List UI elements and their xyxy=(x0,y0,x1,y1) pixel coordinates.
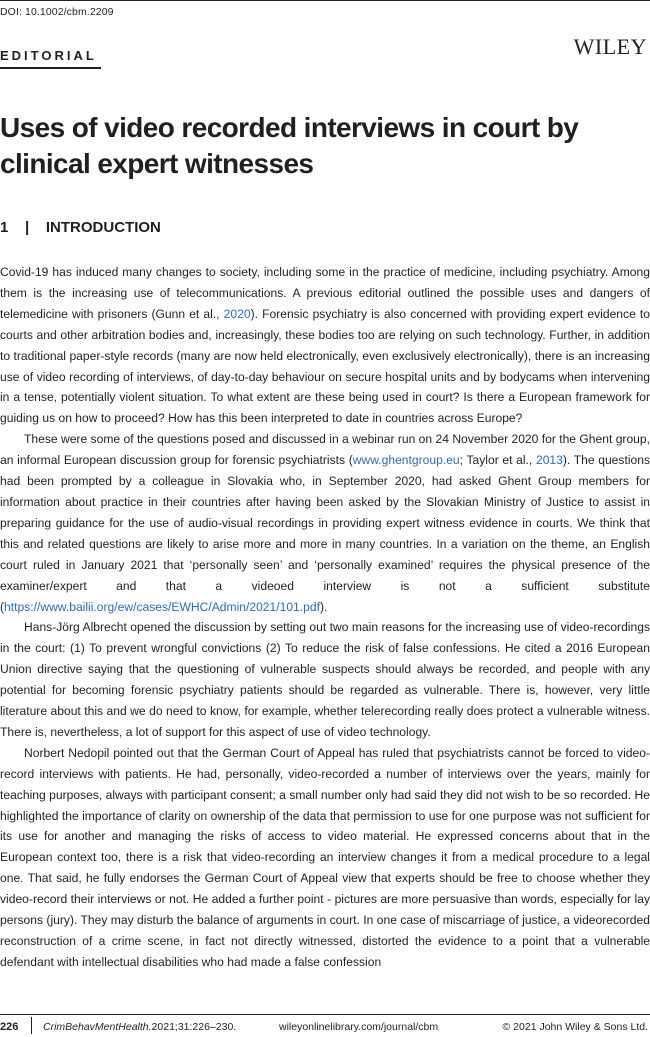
doi-label: DOI: 10.1002/cbm.2209 xyxy=(0,6,114,18)
reference-link[interactable]: www.ghentgroup.eu xyxy=(352,453,460,468)
body-paragraph xyxy=(0,743,650,973)
journal-citation xyxy=(43,1021,236,1033)
paragraph-text: Covid-19 has induced many changes to society, including some in the practice of medicine, including psychiatry. Among them is the increasing use of telecommunications. A previous editorial outlined the possible uses and dangers of telemedicine with prisoners (Gunn et al., xyxy=(0,265,650,321)
section-number: 1 xyxy=(0,219,9,236)
article-title: Uses of video recorded interviews in court by clinical expert witnesses xyxy=(0,112,579,179)
body-paragraph xyxy=(0,262,650,429)
journal-name: CrimBehavMentHealth. xyxy=(43,1021,152,1033)
paragraph-text: These were some of the questions posed and discussed in a webinar run on 24 November 2020 for the Ghent group, an informal European discussion group for forensic psychiatrists ( xyxy=(0,432,650,468)
body-paragraph xyxy=(0,429,650,617)
footer-separator xyxy=(31,1017,32,1034)
paragraph-text: ; Taylor et al., xyxy=(459,453,536,468)
publisher-logo: WILEY xyxy=(573,34,647,59)
footer-rule xyxy=(0,1014,650,1015)
copyright-notice: © 2021 John Wiley & Sons Ltd. xyxy=(502,1021,648,1033)
section-label: EDITORIAL xyxy=(0,48,97,63)
journal-website: wileyonlinelibrary.com/journal/cbm xyxy=(279,1021,439,1033)
reference-link[interactable]: 2020 xyxy=(223,306,251,321)
paragraph-text: ). The questions had been prompted by a colleague in Slovakia who, in September 2020, had asked Ghent Group members for information about practice in their countries after having been asked by the Slovakian Ministry of Justice to assist in preparing guidance for the use of audio-visual recordings in providing expert witness evidence in courts. We think that this and related questions are likely to arise more and more in many countries. In a variation on the theme, an English court ruled in January 2021 that ‘personally seen’ and ‘personally examined’ requires the physical presence of the examiner/expert and that a videoed interview is not a sufficient substitute ( xyxy=(0,453,650,614)
top-rule xyxy=(0,0,650,1)
reference-link[interactable]: 2013 xyxy=(535,453,563,468)
reference-link[interactable]: https://www.bailii.org/ew/cases/EWHC/Admin/2021/101.pdf xyxy=(4,599,320,614)
citation-details: 2021;31:226–230. xyxy=(151,1021,237,1033)
body-paragraph xyxy=(0,617,650,742)
section-heading xyxy=(0,219,161,236)
section-title: INTRODUCTION xyxy=(45,219,161,236)
page-number: 226 xyxy=(0,1021,19,1033)
article-body xyxy=(0,262,650,973)
paragraph-text: Norbert Nedopil pointed out that the German Court of Appeal has ruled that psychiatrists cannot be forced to video-record interviews with patients. He had, personally, video-recorded a number of interviews over the years, mainly for teaching purposes, always with participant consent; a small number only had said they did not wish to be so recorded. He highlighted the importance of clarity on ownership of the data that permission to use for one purpose was not sufficient for its use for another and managing the risks of access to video material. He expressed concerns about that in the European context too, there is a risk that video-recording an interview changes it from a medical procedure to a legal one. That said, he fully endorses the German Court of Appeal view that experts should be free to choose whether they video-record their interviews or not. He added a further point - pictures are more persuasive than words, especially for lay persons (jury). They may disturb the balance of arguments in court. In one case of miscarriage of justice, a videorecorded reconstruction of a crime scene, in fact not directly witnessed, distorted the evidence to a point that a vulnerable defendant with intellectual disabilities who had made a false confession xyxy=(0,745,650,969)
paragraph-text: Hans-Jörg Albrecht opened the discussion by setting out two main reasons for the increasing use of video-recordings in the court: (1) To prevent wrongful convictions (2) To reduce the risk of false confessions. He cited a 2016 European Union directive saying that the questioning of vulnerable suspects should always be recorded, and people with any potential for becoming forensic psychiatry patients should be regarded as vulnerable. There is, however, very little literature about this and we do need to know, for example, whether telerecording really does protect a vulnerable witness. There is, nevertheless, a lot of support for this aspect of use of video technology. xyxy=(0,620,650,739)
paragraph-text: ). Forensic psychiatry is also concerned with providing expert evidence to courts and other arbitration bodies and, increasingly, these bodies too are relying on such technology. Further, in addition to traditional paper-style records (many are now held electronically, even exclusively electronically), there is an increasing use of video recording of interviews, of day-to-day behaviour on secure hospital units and by bodycams when intervening in a tense, potentially violent situation. To what extent are these being used in court? Is there a European framework for guiding us on how to proceed? How has this been interpreted to date in countries across Europe? xyxy=(0,306,650,426)
paragraph-text: ). xyxy=(319,599,328,614)
section-separator: | xyxy=(25,219,30,236)
section-label-underline xyxy=(0,67,101,69)
